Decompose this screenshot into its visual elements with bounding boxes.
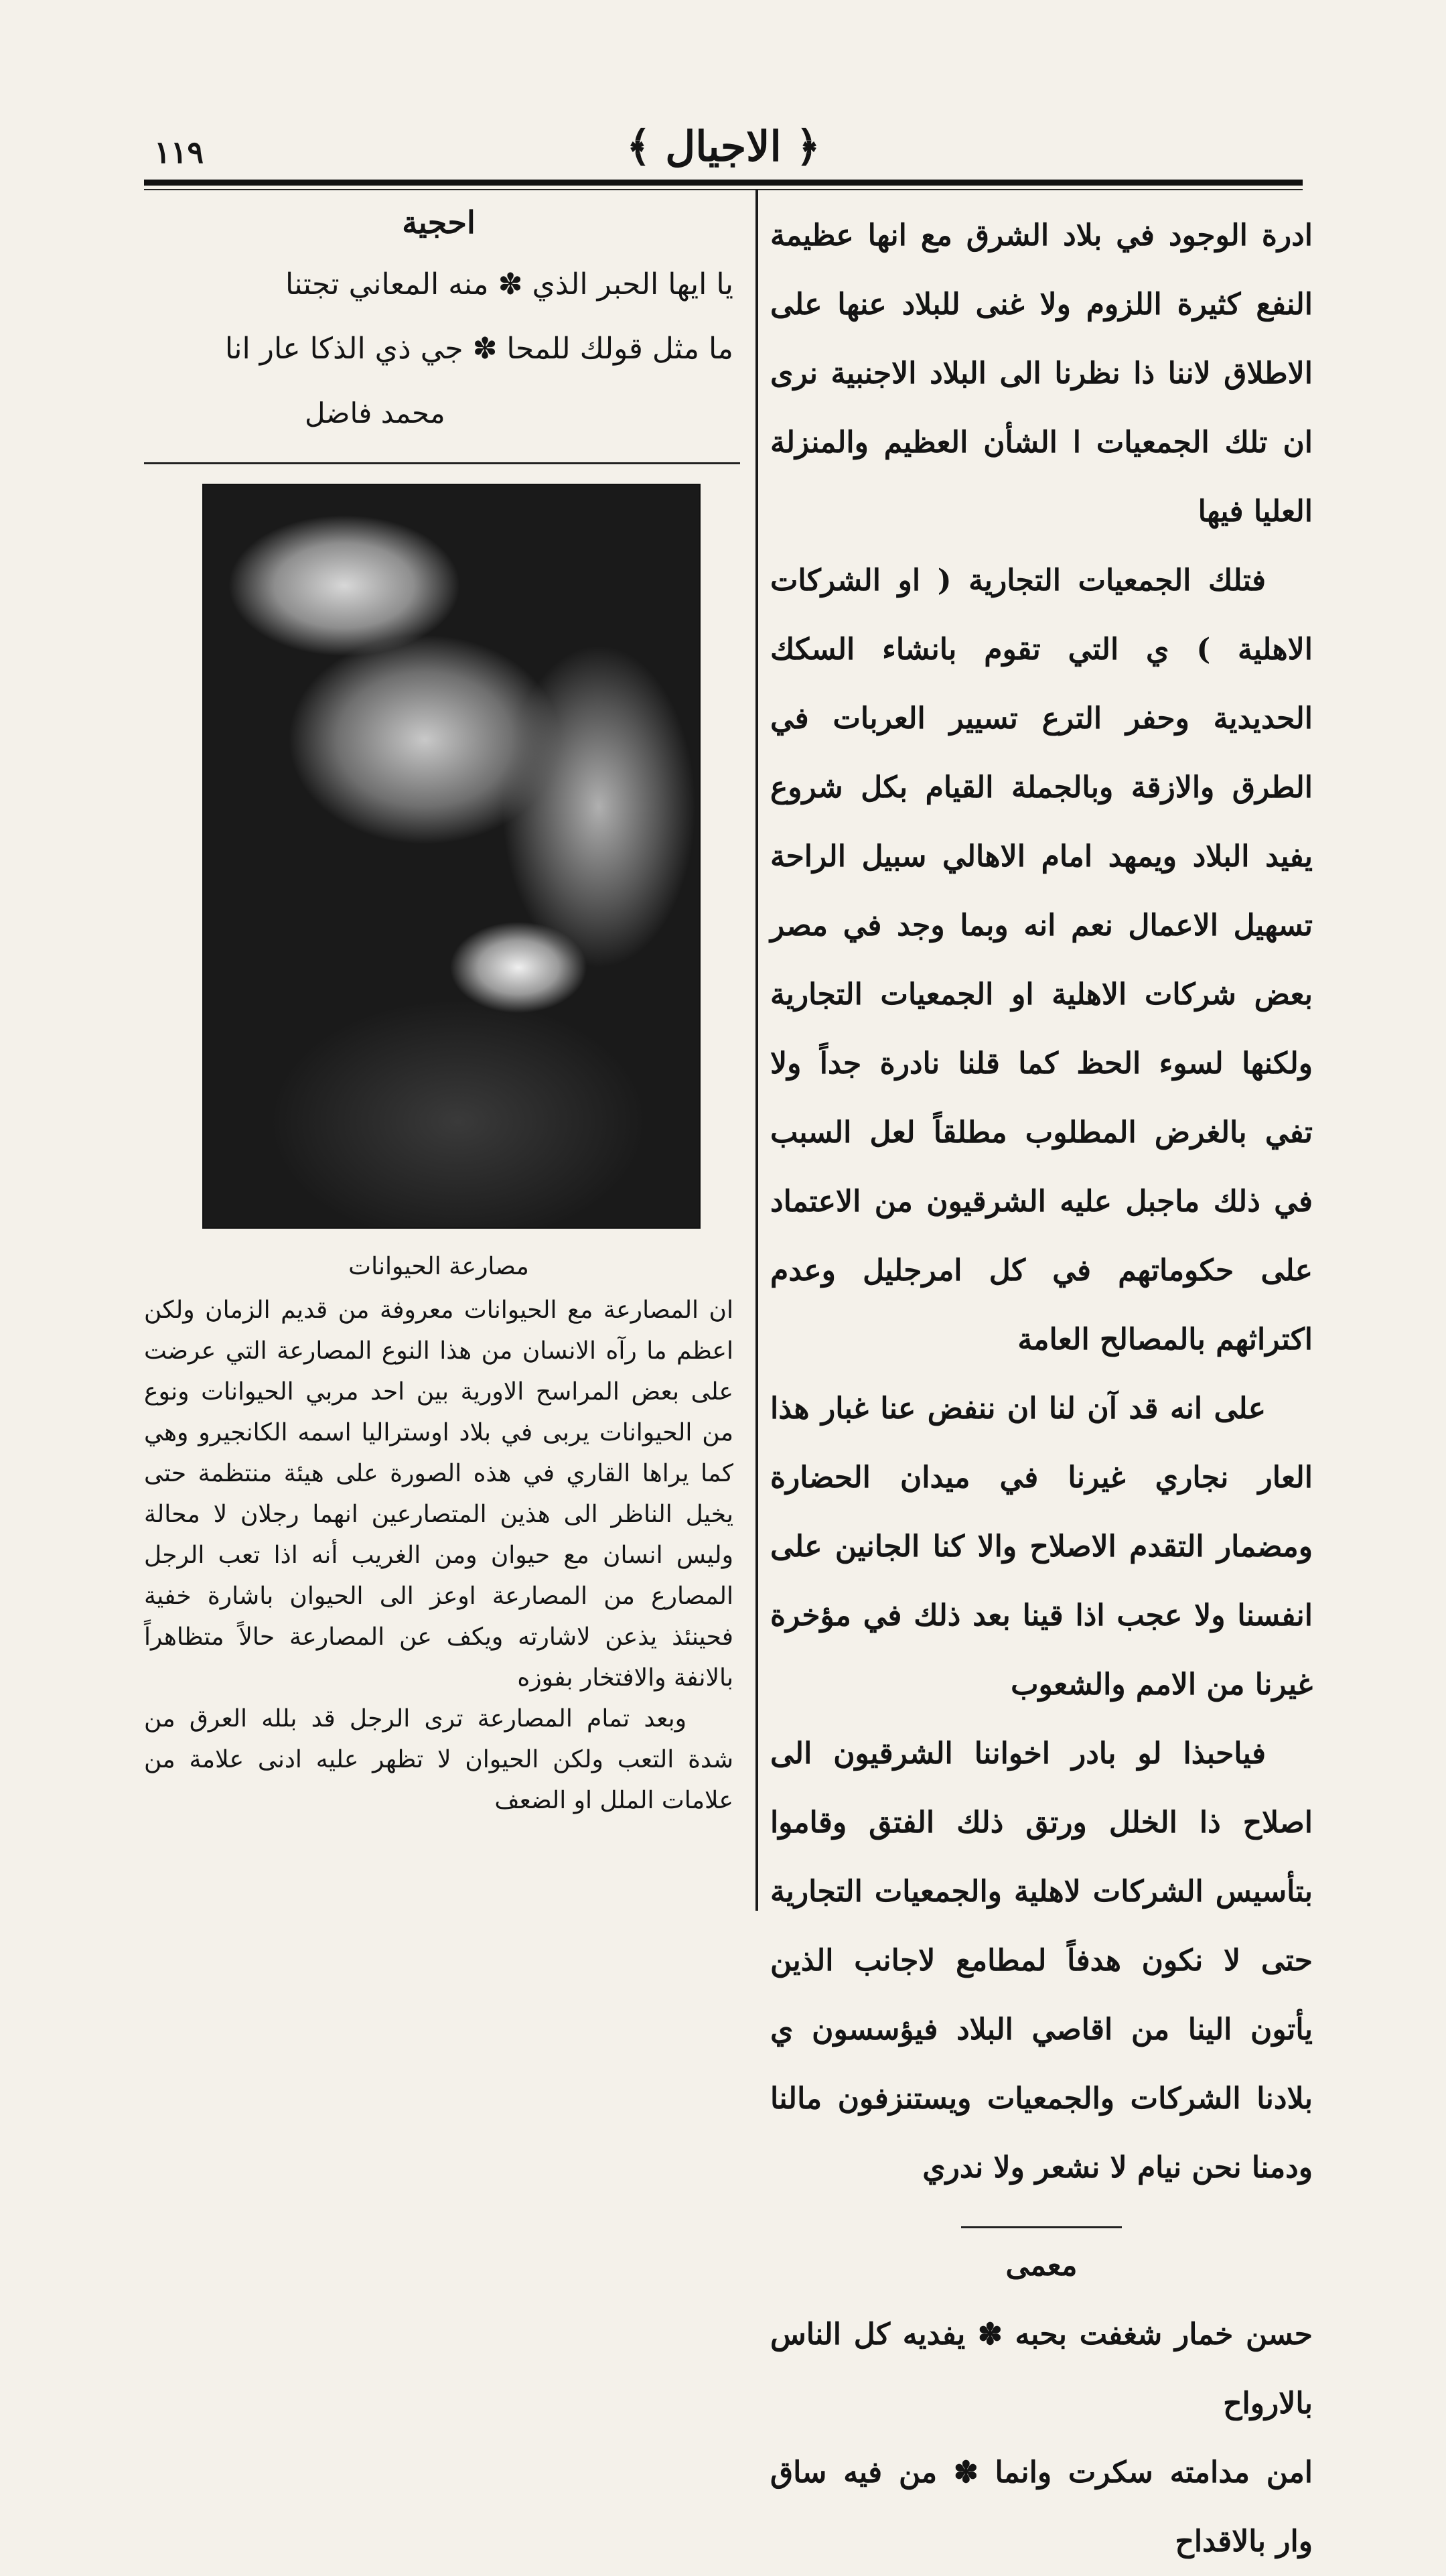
article-paragraph: فياحبذا لو بادر اخواننا الشرقيون الى اصلاح ذا الخلل ورتق ذلك الفتق وقاموا بتأسيس الشركات لاهلية والجمعيات التجارية حتى لا نكون هدفاً لمطامع لاجانب الذين يأتون الينا من اقاصي البلاد فيؤسسون ي بلادنا الشركات والجمعيات ويستنزفون مالنا ودمنا نحن نيام لا نشعر ولا ندري	[770, 1737, 1313, 2185]
author-name: محمد فاضل	[305, 397, 445, 429]
article-paragraph: وبعد تمام المصارعة ترى الرجل قد بلله العرق من شدة التعب ولكن الحيوان لا تظهر عليه ادنى علامة من علامات الملل او الضعف	[144, 1705, 733, 1814]
photo-caption: مصارعة الحيوانات	[348, 1253, 529, 1280]
kangaroo-wrestling-photo	[202, 484, 701, 1229]
article-paragraph: فتلك الجمعيات التجارية ( او الشركات الاهلية ) ي التي تقوم بانشاء السكك الحديدية وحفر الترع تسيير العربات في الطرق والازقة وبالجملة القيام بكل شروع يفيد البلاد ويمهد امام الاهالي سبيل الراحة تسهيل الاعمال نعم انه وبما وجد في مصر بعض شركات الاهلية او الجمعيات التجارية ولكنها لسوء الحظ كما قلنا نادرة جداً ولا تفي بالغرض المطلوب مطلقاً لعل السبب في ذلك ماجبل عليه الشرقيون من الاعتماد على حكوماتهم في كل امرجليل وعدم اكتراثهم بالمصالح العامة	[770, 563, 1313, 1357]
section-rule	[144, 462, 740, 464]
right-column	[770, 201, 1313, 2576]
header-rule-thin	[144, 189, 1303, 190]
riddle-answer-title: احجية	[402, 204, 476, 241]
verse-line: ما مثل قولك للمحا ✽ جي ذي الذكا عار انا	[224, 332, 733, 366]
header-rule-thick	[144, 180, 1303, 186]
left-article	[144, 1290, 733, 1821]
poem-line: حسن خمار شغفت بحبه ✽ يفديه كل الناس بالارواح	[770, 2317, 1313, 2421]
article-paragraph: على انه قد آن لنا ان ننفض عنا غبار هذا العار نجاري غيرنا في ميدان الحضارة ومضمار التقدم الاصلاح والا كنا الجانين على انفسنا ولا عجب اذا قينا بعد ذلك في مؤخرة غيرنا من الامم والشعوب	[770, 1392, 1313, 1702]
article-paragraph: ان المصارعة مع الحيوانات معروفة من قديم الزمان ولكن اعظم ما رآه الانسان من هذا النوع المصارعة التي عرضت على بعض المراسح الاورية بين احد مربي الحيوانات ونوع من الحيوانات يربى في بلاد اوستراليا اسمه الكانجيرو وهي كما يراها القاري في هذه الصورة على هيئة منتظمة حتى يخيل الناظر الى هذين المتصارعين انهما رجلان لا محالة وليس انسان مع حيوان ومن الغريب أنه اذا تعب الرجل المصارع من المصارعة اوعز الى الحيوان باشارة خفية فحينئذ يذعن لاشارته ويكف عن المصارعة حالاً متظاهراً بالانفة والافتخار بفوزه	[144, 1296, 733, 1692]
page-number: ١١٩	[154, 134, 204, 170]
section-rule	[961, 2226, 1122, 2228]
poem-line: امن مدامته سكرت وانما ✽ من فيه ساق وار بالاقداح	[770, 2455, 1313, 2559]
column-divider	[755, 189, 758, 1911]
journal-title: ﴿ الاجيال ﴾	[626, 122, 820, 171]
riddle-title: معمى	[1005, 2248, 1078, 2283]
article-paragraph: ادرة الوجود في بلاد الشرق مع انها عظيمة النفع كثيرة اللزوم ولا غنى للبلاد عنها على الاطلاق لاننا ذا نظرنا الى البلاد الاجنبية نرى ان تلك الجمعيات ا الشأن العظيم والمنزلة العليا فيها	[770, 218, 1313, 529]
riddle-answer-block	[144, 204, 733, 446]
verse-line: يا ايها الحبر الذي ✽ منه المعاني تجتنا	[285, 267, 733, 301]
